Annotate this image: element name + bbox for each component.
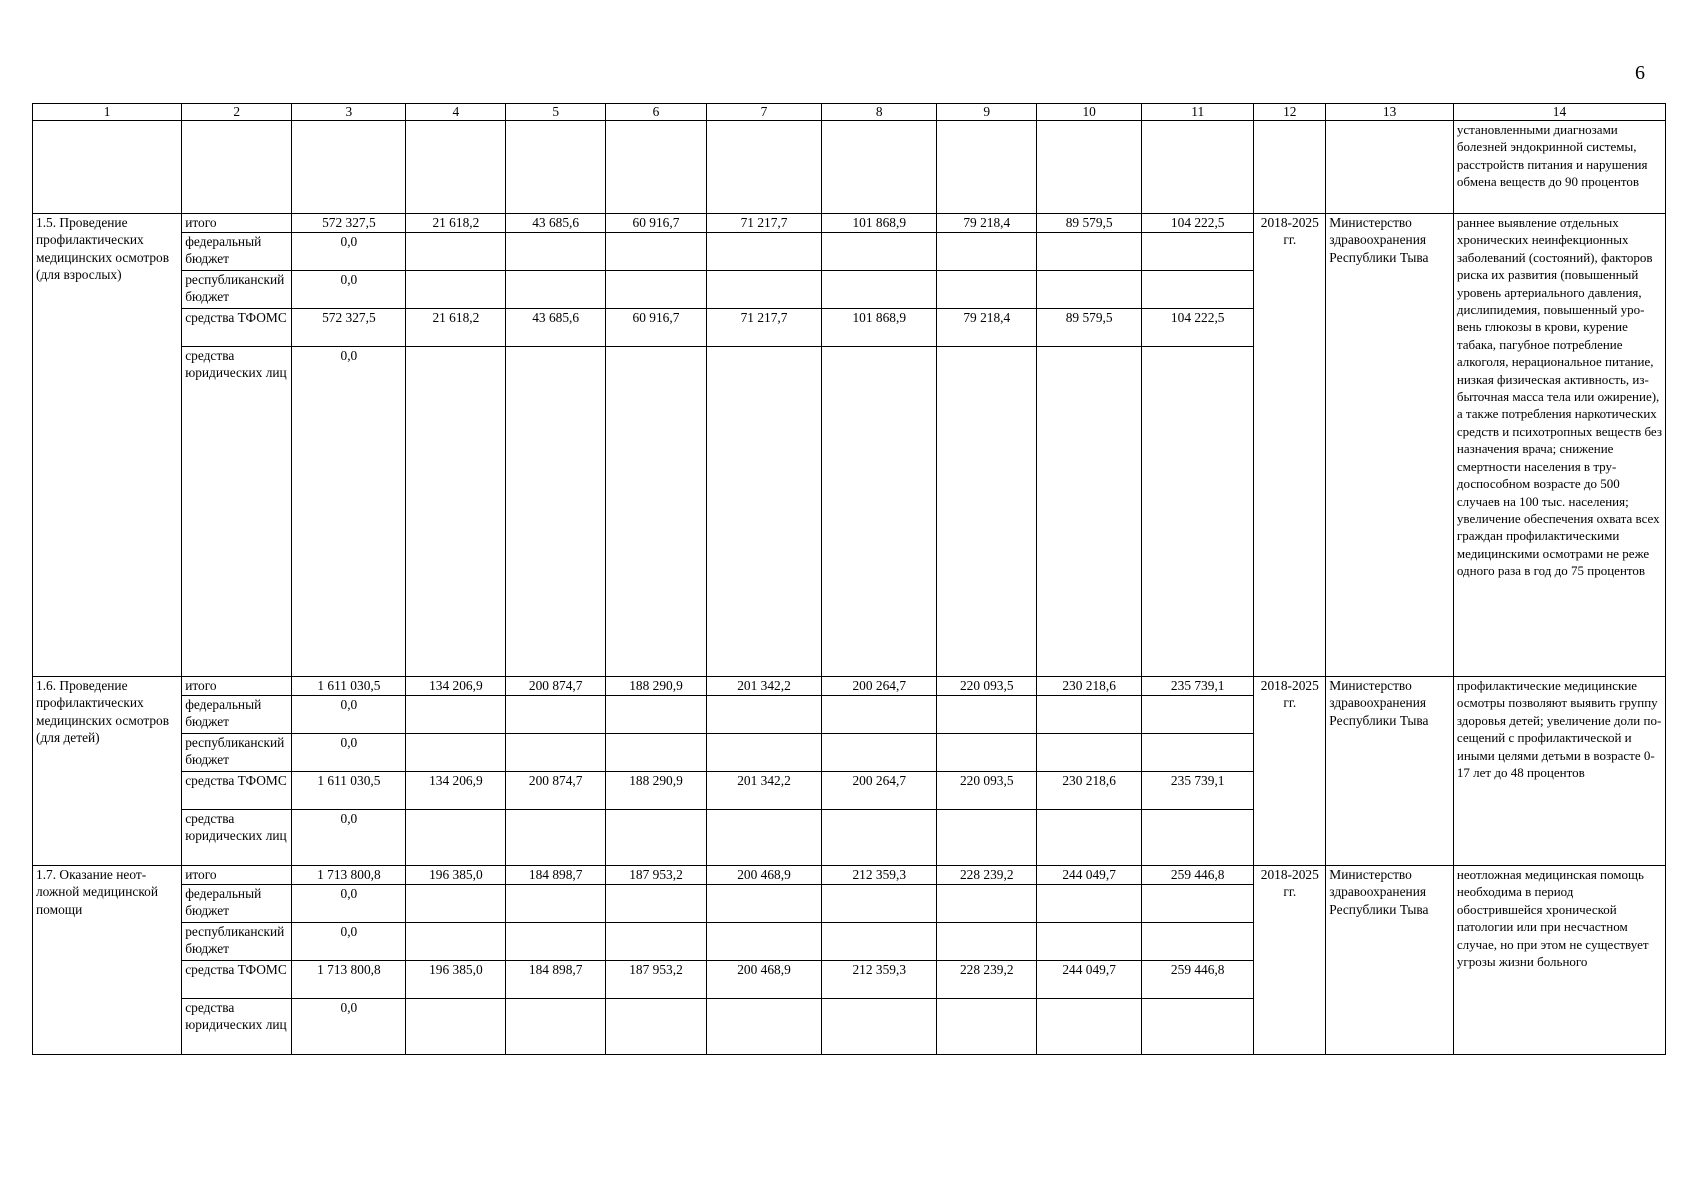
activity-name: 1.6. Проведение профилактических медицинских осмотров (для детей) (33, 677, 182, 866)
funding-value (706, 734, 821, 772)
funding-source: средства юридических лиц (182, 999, 292, 1055)
funding-source: средства юридических лиц (182, 347, 292, 677)
funding-value (1037, 810, 1142, 866)
responsible-executor: Министерство здравоохранения Республики Тыва (1326, 866, 1454, 1055)
funding-value (1142, 734, 1254, 772)
funding-value: 244 049,7 (1037, 961, 1142, 999)
funding-row (33, 677, 1666, 696)
funding-value (1142, 233, 1254, 271)
column-header: 11 (1142, 104, 1254, 121)
funding-value: 0,0 (292, 271, 406, 309)
funding-value (1037, 233, 1142, 271)
funding-value (1037, 347, 1142, 677)
funding-value (706, 810, 821, 866)
funding-value: 188 290,9 (606, 772, 707, 810)
funding-value (506, 885, 606, 923)
funding-value (1037, 923, 1142, 961)
column-header: 14 (1453, 104, 1665, 121)
funding-value (937, 999, 1037, 1055)
column-header: 6 (606, 104, 707, 121)
funding-source: итого (182, 677, 292, 696)
funding-value: 200 874,7 (506, 772, 606, 810)
funding-source: федеральный бюджет (182, 696, 292, 734)
funding-value (406, 885, 506, 923)
funding-value (1142, 696, 1254, 734)
funding-source: федеральный бюджет (182, 885, 292, 923)
funding-value (937, 347, 1037, 677)
funding-value (406, 271, 506, 309)
funding-value: 1 713 800,8 (292, 961, 406, 999)
funding-value: 200 468,9 (706, 866, 821, 885)
funding-value: 212 359,3 (822, 866, 937, 885)
funding-value: 188 290,9 (606, 677, 707, 696)
funding-value (606, 734, 707, 772)
funding-value: 235 739,1 (1142, 772, 1254, 810)
funding-value (822, 810, 937, 866)
funding-value: 60 916,7 (606, 214, 707, 233)
implementation-period: 2018-2025 гг. (1254, 866, 1326, 1055)
funding-value: 184 898,7 (506, 866, 606, 885)
funding-source: итого (182, 866, 292, 885)
funding-value: 71 217,7 (706, 309, 821, 347)
activity-name: 1.5. Проведение профилактических медицинских осмотров (для взрослых) (33, 214, 182, 677)
funding-value: 220 093,5 (937, 677, 1037, 696)
funding-value: 259 446,8 (1142, 961, 1254, 999)
funding-value (1037, 271, 1142, 309)
funding-value (406, 347, 506, 677)
funding-value (1142, 810, 1254, 866)
funding-value: 572 327,5 (292, 214, 406, 233)
funding-value: 0,0 (292, 810, 406, 866)
funding-value: 60 916,7 (606, 309, 707, 347)
program-table (32, 103, 1666, 1055)
funding-value: 0,0 (292, 999, 406, 1055)
funding-value: 196 385,0 (406, 866, 506, 885)
funding-value (937, 810, 1037, 866)
funding-value (506, 810, 606, 866)
funding-value (822, 233, 937, 271)
activity-name: 1.7. Оказание неотложной медицинской помощи (33, 866, 182, 1055)
column-number-row (33, 104, 1666, 121)
column-header: 1 (33, 104, 182, 121)
funding-value: 572 327,5 (292, 309, 406, 347)
implementation-period: 2018-2025 гг. (1254, 214, 1326, 677)
funding-value: 43 685,6 (506, 214, 606, 233)
funding-value: 244 049,7 (1037, 866, 1142, 885)
column-header: 2 (182, 104, 292, 121)
funding-value (406, 999, 506, 1055)
responsible-executor: Министерство здравоохранения Республики Тыва (1326, 677, 1454, 866)
funding-value: 89 579,5 (1037, 309, 1142, 347)
funding-value (706, 696, 821, 734)
column-header: 13 (1326, 104, 1454, 121)
expected-result: профилактические медицинские осмотры позволяют выявить группу здоровья детей; увеличение доли посещений с профилактической и иными целями детьми в возрасте 0-17 лет до 48 процентов (1453, 677, 1665, 866)
funding-value (406, 696, 506, 734)
funding-value: 187 953,2 (606, 961, 707, 999)
expected-result: раннее выявление отдельных хронических неинфекционных заболеваний (состояний), факторов риска их развития (повышенный уровень артериального давления, дислипидемия, повышенный уровень глюкозы в крови, курение табака, пагубное потребление алкоголя, нерациональное питание, низкая физическая активность, избыточная масса тела или ожирение), а также потребления наркотических средств и психотропных веществ без назначения врача; снижение смертности населения в трудоспособном возрасте до 500 случаев на 100 тыс. населения; увеличение обеспечения охвата всех граждан профилактическими медицинскими осмотрами не реже одного раза в год до 75 процентов (1453, 214, 1665, 677)
column-header: 5 (506, 104, 606, 121)
funding-value: 134 206,9 (406, 772, 506, 810)
funding-source: средства ТФОМС (182, 961, 292, 999)
column-header: 9 (937, 104, 1037, 121)
funding-value (606, 696, 707, 734)
column-header: 8 (822, 104, 937, 121)
funding-value (1037, 696, 1142, 734)
funding-value (706, 347, 821, 677)
funding-value (1142, 347, 1254, 677)
funding-value: 230 218,6 (1037, 772, 1142, 810)
funding-value (406, 734, 506, 772)
funding-value: 1 611 030,5 (292, 677, 406, 696)
funding-value (822, 999, 937, 1055)
funding-value: 259 446,8 (1142, 866, 1254, 885)
funding-source: средства юридических лиц (182, 810, 292, 866)
funding-value (937, 696, 1037, 734)
funding-value (937, 885, 1037, 923)
funding-source: республиканский бюджет (182, 923, 292, 961)
funding-value (937, 923, 1037, 961)
funding-value: 200 468,9 (706, 961, 821, 999)
funding-value: 235 739,1 (1142, 677, 1254, 696)
funding-value (506, 347, 606, 677)
funding-value (1037, 999, 1142, 1055)
funding-value: 201 342,2 (706, 772, 821, 810)
funding-value (822, 734, 937, 772)
column-header: 4 (406, 104, 506, 121)
funding-value (822, 271, 937, 309)
funding-source: средства ТФОМС (182, 772, 292, 810)
funding-value: 21 618,2 (406, 214, 506, 233)
funding-value (506, 734, 606, 772)
funding-row (33, 214, 1666, 233)
funding-value (706, 923, 821, 961)
funding-value: 0,0 (292, 734, 406, 772)
funding-value (1037, 734, 1142, 772)
funding-value: 0,0 (292, 233, 406, 271)
implementation-period: 2018-2025 гг. (1254, 677, 1326, 866)
funding-value: 101 868,9 (822, 309, 937, 347)
funding-value (506, 271, 606, 309)
funding-value (706, 999, 821, 1055)
funding-value (937, 233, 1037, 271)
funding-value: 0,0 (292, 923, 406, 961)
funding-value: 196 385,0 (406, 961, 506, 999)
funding-value (1142, 885, 1254, 923)
funding-value (406, 810, 506, 866)
funding-value (606, 885, 707, 923)
funding-value: 200 264,7 (822, 677, 937, 696)
column-header: 12 (1254, 104, 1326, 121)
funding-value: 89 579,5 (1037, 214, 1142, 233)
funding-value: 1 611 030,5 (292, 772, 406, 810)
carryover-row (33, 121, 1666, 214)
funding-value (606, 810, 707, 866)
funding-source: средства ТФОМС (182, 309, 292, 347)
funding-value (1142, 999, 1254, 1055)
funding-value (937, 271, 1037, 309)
funding-value (606, 271, 707, 309)
funding-value (706, 885, 821, 923)
funding-value: 200 264,7 (822, 772, 937, 810)
funding-value (506, 696, 606, 734)
page-number: 6 (1635, 62, 1645, 84)
funding-value (606, 999, 707, 1055)
funding-value: 134 206,9 (406, 677, 506, 696)
funding-value: 1 713 800,8 (292, 866, 406, 885)
expected-result: неотложная медицинская помощь необходима в период обострившейся хронической патологии или при несчастном случае, но при этом не существует угрозы жизни больного (1453, 866, 1665, 1055)
funding-value: 21 618,2 (406, 309, 506, 347)
column-header: 10 (1037, 104, 1142, 121)
funding-value: 101 868,9 (822, 214, 937, 233)
funding-value (706, 271, 821, 309)
column-header: 7 (706, 104, 821, 121)
funding-value: 201 342,2 (706, 677, 821, 696)
funding-value: 0,0 (292, 885, 406, 923)
funding-value: 228 239,2 (937, 961, 1037, 999)
funding-value: 187 953,2 (606, 866, 707, 885)
funding-value: 79 218,4 (937, 214, 1037, 233)
funding-value: 184 898,7 (506, 961, 606, 999)
funding-value: 104 222,5 (1142, 214, 1254, 233)
funding-value (406, 923, 506, 961)
funding-value: 0,0 (292, 347, 406, 677)
funding-value (1037, 885, 1142, 923)
funding-value: 104 222,5 (1142, 309, 1254, 347)
funding-source: федеральный бюджет (182, 233, 292, 271)
funding-value: 220 093,5 (937, 772, 1037, 810)
funding-value (1142, 271, 1254, 309)
funding-value: 200 874,7 (506, 677, 606, 696)
funding-value: 43 685,6 (506, 309, 606, 347)
funding-value (506, 923, 606, 961)
funding-value (706, 233, 821, 271)
funding-source: республиканский бюджет (182, 734, 292, 772)
funding-value (506, 999, 606, 1055)
carryover-result-text: установленными диагнозами болезней эндокринной системы, расстройств питания и нарушения обмена веществ до 90 процентов (1453, 121, 1665, 214)
funding-value (937, 734, 1037, 772)
funding-source: республиканский бюджет (182, 271, 292, 309)
responsible-executor: Министерство здравоохранения Республики Тыва (1326, 214, 1454, 677)
funding-value (506, 233, 606, 271)
funding-value: 0,0 (292, 696, 406, 734)
funding-value: 79 218,4 (937, 309, 1037, 347)
funding-value (822, 347, 937, 677)
funding-value (606, 347, 707, 677)
funding-row (33, 866, 1666, 885)
funding-value (606, 923, 707, 961)
funding-value (822, 885, 937, 923)
funding-value (406, 233, 506, 271)
funding-source: итого (182, 214, 292, 233)
funding-value: 230 218,6 (1037, 677, 1142, 696)
funding-value: 71 217,7 (706, 214, 821, 233)
funding-value (606, 233, 707, 271)
funding-value (822, 923, 937, 961)
column-header: 3 (292, 104, 406, 121)
funding-value: 212 359,3 (822, 961, 937, 999)
funding-value: 228 239,2 (937, 866, 1037, 885)
funding-value (1142, 923, 1254, 961)
funding-value (822, 696, 937, 734)
